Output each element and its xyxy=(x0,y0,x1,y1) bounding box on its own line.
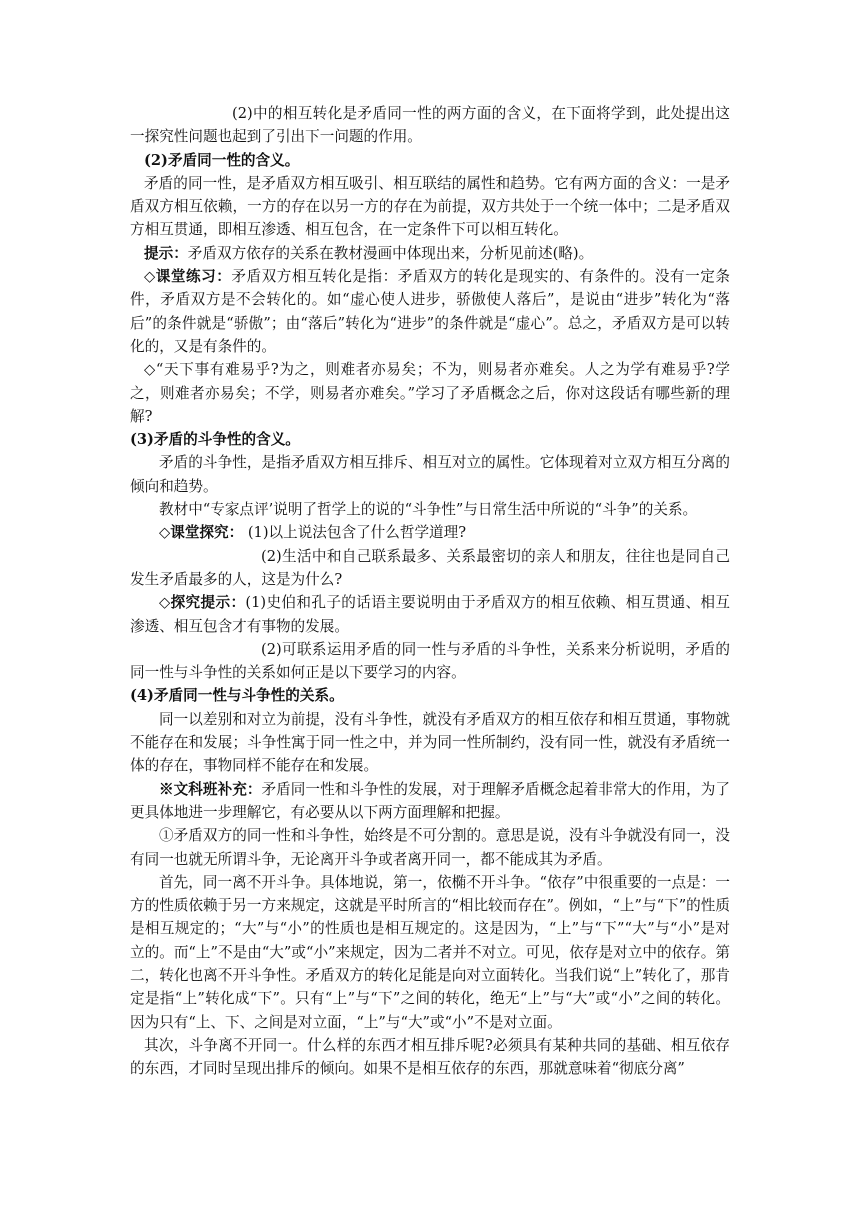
paragraph-p14 xyxy=(130,684,730,707)
paragraph-p9 xyxy=(130,498,730,521)
bold-run: (2)矛盾同一性的含义。 xyxy=(144,151,300,169)
paragraph-p5 xyxy=(130,265,730,358)
paragraph-p19 xyxy=(130,1034,730,1081)
paragraph-p12 xyxy=(130,591,730,638)
bold-run: (4)矛盾同一性与斗争性的关系。 xyxy=(130,687,344,705)
text-run: ◇“天下事有难易乎?为之，则难者亦易矣；不为，则易者亦难矣。人之为学有难易乎?学之，则难者亦易矣；不学，则易者亦难矣。”学习了矛盾概念之后，你对这段话有哪些新的理解? xyxy=(130,361,730,425)
paragraph-p1 xyxy=(130,102,730,149)
bold-run: ◇探究提示： xyxy=(159,594,246,612)
bold-run: ◇课堂探究： xyxy=(159,524,244,542)
text-run: (1)史伯和孔子的话语主要说明由于矛盾双方的相互依赖、相互贯通、相互渗透、相互包含才有事物的发展。 xyxy=(130,594,730,635)
paragraph-p4 xyxy=(130,242,730,265)
text-run: 首先，同一离不开斗争。具体地说，第一，依椭不开斗争。“依存”中很重要的一点是：一方的性质依赖于另一方来规定，这就是平时所言的“相比较而存在”。例如，“上”与“下”的性质是相互规定的；“大”与“小”的性质也是相互规定的。这是因为，“上”与“下”“大”与“小”是对立的。而“上”不是由“大”或“小”来规定，因为二者并不对立。可见，依存是对立中的依存。第二，转化也离不开斗争性。矛盾双方的转化足能是向对立面转化。当我们说“上”转化了，那肯定是指“上”转化成“下”。只有“上”与“下”之间的转化，绝无“上”与“大”或“小”之间的转化。因为只有“上、下、之间是对立面，“上”与“大”或“小”不是对立面。 xyxy=(130,873,730,1031)
text-run: 教材中“专家点评’说明了哲学上的说的“斗争性”与日常生活中所说的“斗争”的关系。 xyxy=(159,501,698,519)
document-page xyxy=(130,102,730,1080)
text-run: 其次，斗争离不开同一。什么样的东西才相互排斥呢?必须具有某种共同的基础、相互依存的东西，才同时呈现出排斥的倾向。如果不是相互依存的东西，那就意味着“彻底分离” xyxy=(130,1036,730,1078)
text-run: (2)可联系运用矛盾的同一性与矛盾的斗争性，关系来分析说明，矛盾的同一性与斗争性的关系如何正是以下要学习的内容。 xyxy=(130,640,730,682)
text-run: 矛盾双方依存的关系在教材漫画中体现出来，分析见前述(略)。 xyxy=(187,244,594,262)
text-run: (2)生活中和自己联系最多、关系最密切的亲人和朋友，往往也是同自己发生矛盾最多的人，这是为什么? xyxy=(130,547,730,588)
paragraph-p13 xyxy=(130,638,730,685)
paragraph-p2 xyxy=(130,149,730,172)
paragraph-p7 xyxy=(130,428,730,451)
paragraph-p6 xyxy=(130,358,730,428)
text-run: 矛盾同一性和斗争性的发展，对于理解矛盾概念起着非常大的作用，为了更具体地进一步理解它，有必要从以下两方面理解和把握。 xyxy=(130,780,730,821)
text-run: (2)中的相互转化是矛盾同一性的两方面的含义，在下面将学到，此处提出这一探究性问题也起到了引出下一问题的作用。 xyxy=(130,105,730,146)
paragraph-p8 xyxy=(130,451,730,498)
paragraph-p18 xyxy=(130,871,730,1034)
text-run: 矛盾的斗争性，是指矛盾双方相互排斥、相互对立的属性。它体现着对立双方相互分离的倾向和趋势。 xyxy=(130,454,730,495)
text-run: 同一以差别和对立为前提，没有斗争性，就没有矛盾双方的相互依存和相互贯通，事物就不能存在和发展；斗争性寓于同一性之中，并为同一性所制约，没有同一性，就没有矛盾统一体的存在，事物同样不能存在和发展。 xyxy=(130,710,730,775)
paragraph-p17 xyxy=(130,824,730,871)
paragraph-p10 xyxy=(130,521,730,544)
bold-run: ◇课堂练习： xyxy=(144,268,232,286)
text-run: (1)以上说法包含了什么哲学道理? xyxy=(243,524,467,542)
bold-run: 提示： xyxy=(144,244,188,262)
text-run: 矛盾双方相互转化是指：矛盾双方的转化是现实的、有条件的。没有一定条件，矛盾双方是不会转化的。如“虚心使人进步，骄傲使人落后”，是说由“进步”转化为“落后”的条件就是“骄傲”；由“落后”转化为“进步”的条件就是“虚心”。总之，矛盾双方是可以转化的，又是有条件的。 xyxy=(130,268,730,355)
text-run: ①矛盾双方的同一性和斗争性，始终是不可分割的。意思是说，没有斗争就没有同一，没有同一也就无所谓斗争，无论离开斗争或者离开同一，都不能成其为矛盾。 xyxy=(130,827,730,868)
paragraph-p16 xyxy=(130,778,730,825)
bold-run: ※文科班补充： xyxy=(159,780,262,798)
text-run: 矛盾的同一性，是矛盾双方相互吸引、相互联结的属性和趋势。它有两方面的含义：一是矛盾双方相互依赖，一方的存在以另一方的存在为前提，双方共处于一个统一体中；二是矛盾双方相互贯通，即相互渗透、相互包含，在一定条件下可以相互转化。 xyxy=(130,174,730,239)
bold-run: (3)矛盾的斗争性的含义。 xyxy=(130,431,300,449)
paragraph-p15 xyxy=(130,708,730,778)
paragraph-p11 xyxy=(130,545,730,592)
paragraph-p3 xyxy=(130,172,730,242)
